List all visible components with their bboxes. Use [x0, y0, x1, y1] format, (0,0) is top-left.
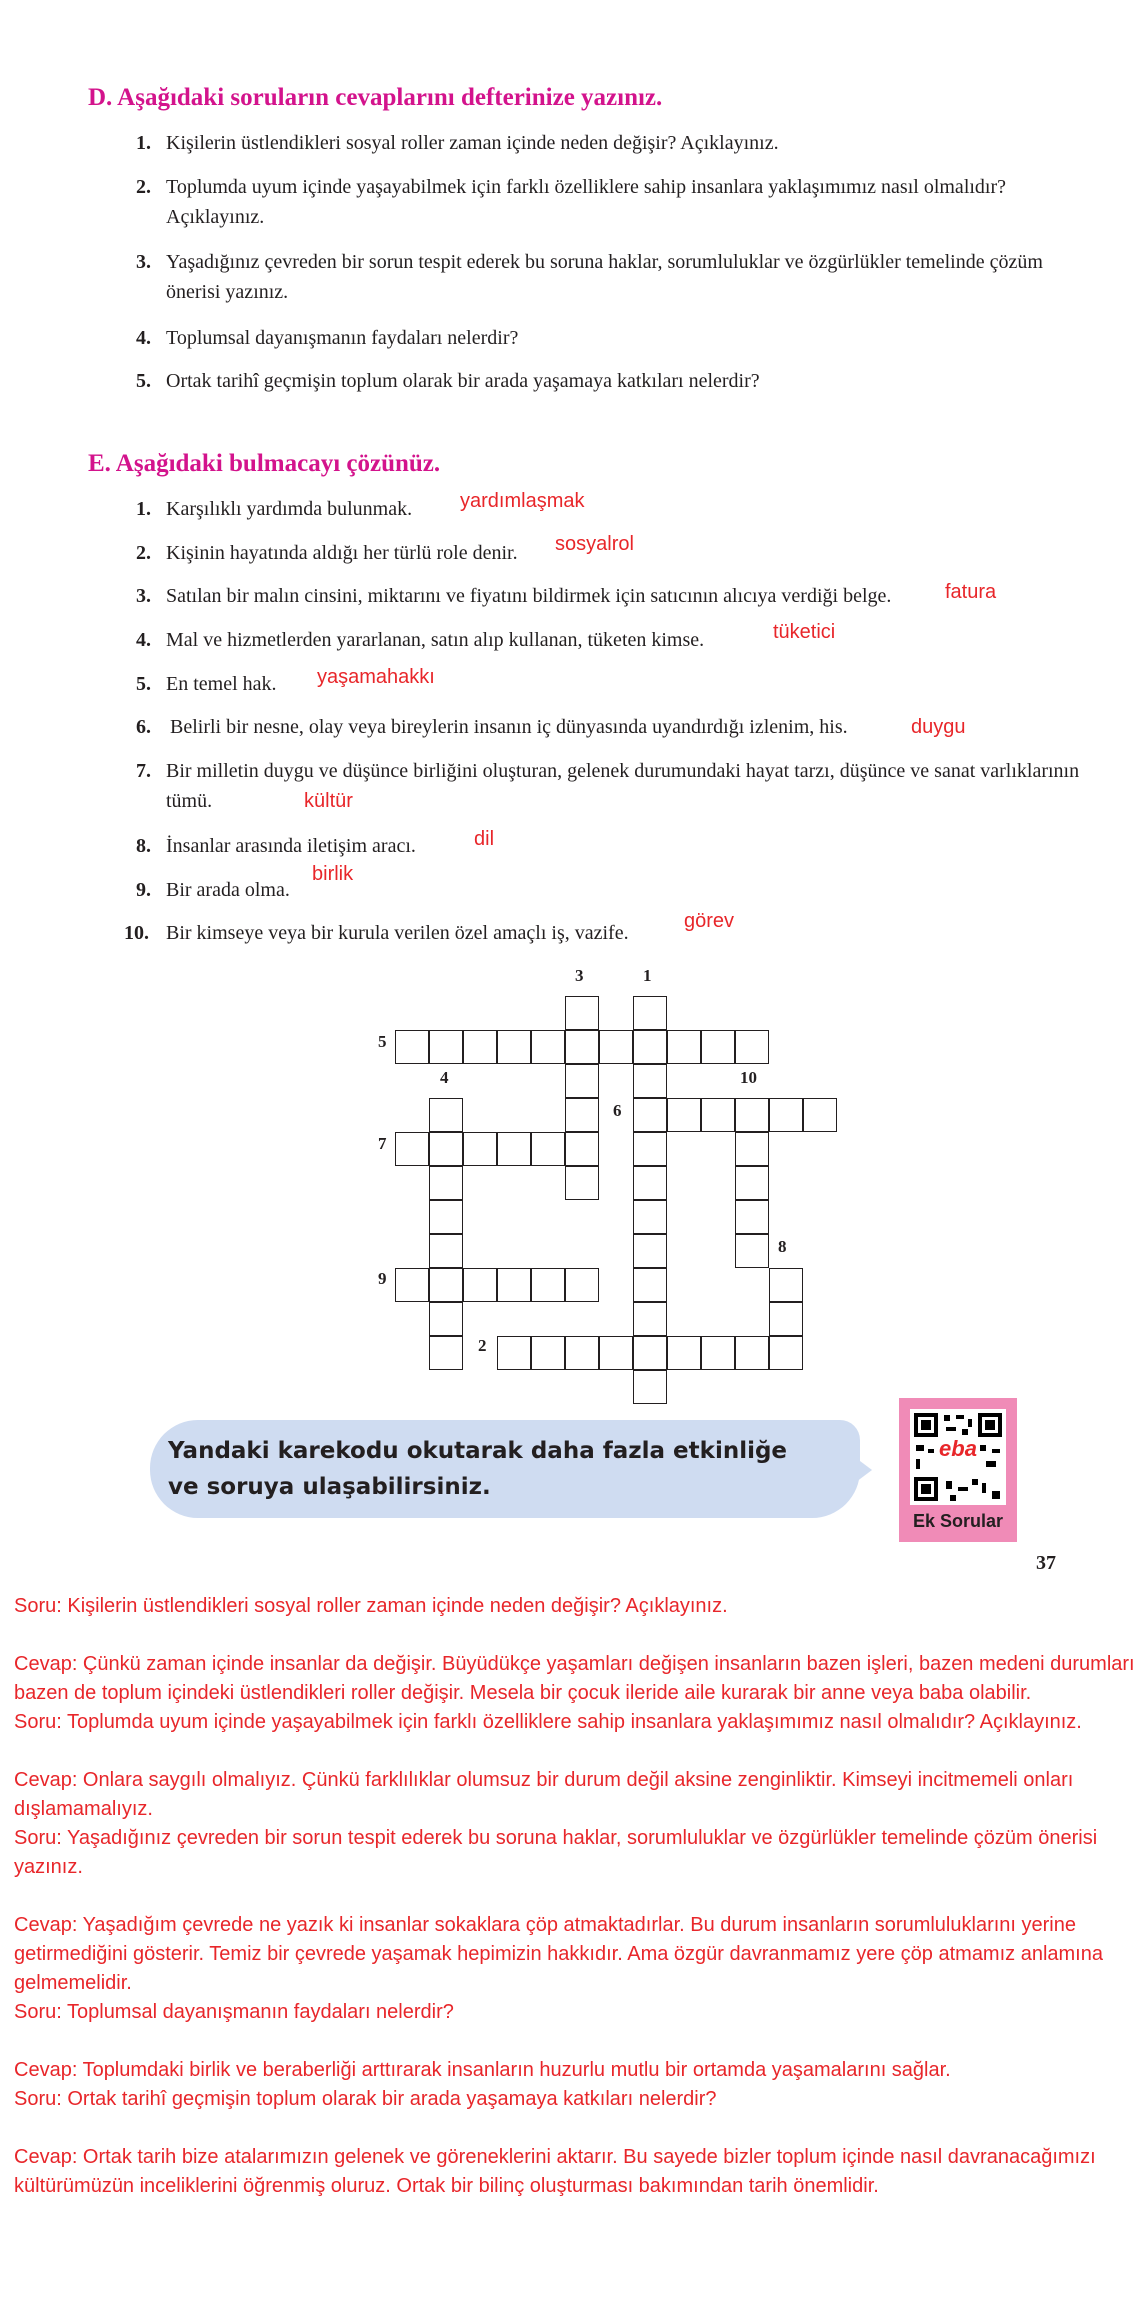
crossword-cell: [531, 1336, 565, 1370]
crossword-cell: [429, 1030, 463, 1064]
qr-logo-text: eba: [939, 1436, 977, 1461]
crossword-cell: [769, 1098, 803, 1132]
qa-question: Soru: Toplumsal dayanışmanın faydaları nelerdir?: [14, 2001, 454, 2023]
clue-answer: dil: [474, 828, 495, 850]
section-d-title: D. Aşağıdaki soruların cevaplarını defterinize yazınız.: [88, 84, 663, 111]
crossword-cell: [735, 1030, 769, 1064]
crossword-cell: [565, 1030, 599, 1064]
crossword-cell: [735, 1200, 769, 1234]
crossword-cell: [429, 1132, 463, 1166]
crossword-cell: [633, 996, 667, 1030]
crossword-label: 6: [613, 1101, 622, 1120]
crossword-label: 10: [740, 1068, 757, 1087]
crossword-cell: [769, 1302, 803, 1336]
crossword-cell: [803, 1098, 837, 1132]
question-number: 4.: [136, 327, 151, 349]
crossword-cell: [633, 1166, 667, 1200]
crossword-cell: [769, 1268, 803, 1302]
question-number: 3.: [136, 251, 151, 273]
crossword-cell: [701, 1030, 735, 1064]
clue-text: Satılan bir malın cinsini, miktarını ve fiyatını bildirmek için satıcının alıcıya verdiği belge.: [166, 585, 892, 607]
crossword-cell: [497, 1336, 531, 1370]
promo-bubble-tip: [848, 1452, 872, 1488]
question-text: Toplumsal dayanışmanın faydaları nelerdir?: [166, 327, 519, 349]
crossword-label: 5: [378, 1032, 387, 1051]
crossword-cell: [633, 1370, 667, 1404]
clue-number: 6.: [136, 716, 151, 738]
crossword-cell: [769, 1336, 803, 1370]
qa-answer: Cevap: Çünkü zaman içinde insanlar da değişir. Büyüdükçe yaşamları değişen insanların bazen işleri, bazen medeni durumları bazen de toplum içindeki üstlendikleri roller değişir. Mesela bir çocuk ileride aile kurarak bir anne veya baba olabilir.: [14, 1653, 1135, 1704]
crossword-cell: [667, 1098, 701, 1132]
clue-number: 2.: [136, 542, 151, 564]
clue-text: İnsanlar arasında iletişim aracı.: [166, 835, 416, 857]
clue-text: Mal ve hizmetlerden yararlanan, satın alıp kullanan, tüketen kimse.: [166, 629, 705, 651]
crossword-label: 1: [643, 966, 652, 985]
crossword-cell: [633, 1064, 667, 1098]
crossword-cell: [463, 1030, 497, 1064]
crossword-cell: [395, 1132, 429, 1166]
qa-answer: Cevap: Yaşadığım çevrede ne yazık ki insanlar sokaklara çöp atmaktadırlar. Bu durum insanların sorumluluklarını yerine getirmediğini gösterir. Temiz bir çevrede yaşamak hepimizin hakkıdır. Ama özgür davranmamız yere çöp atmamız anlamına gelmemelidir.: [14, 1914, 1103, 1994]
clue-number: 1.: [136, 498, 151, 520]
page-number: 37: [1036, 1552, 1056, 1574]
crossword-cell: [633, 1268, 667, 1302]
qa-list: [14, 1592, 1138, 2201]
clue-number: 9.: [136, 879, 151, 901]
crossword-cell: [497, 1030, 531, 1064]
clue-answer: duygu: [911, 716, 966, 738]
clue-number: 4.: [136, 629, 151, 651]
clue-text: Bir arada olma.: [166, 879, 290, 901]
crossword-label: 8: [778, 1237, 787, 1256]
crossword-cell: [633, 1030, 667, 1064]
crossword-cell: [701, 1098, 735, 1132]
crossword-cell: [565, 1336, 599, 1370]
crossword-cell: [531, 1030, 565, 1064]
crossword-cell: [565, 1098, 599, 1132]
crossword-cell: [565, 1268, 599, 1302]
clue-answer: görev: [684, 910, 735, 932]
crossword-cell: [633, 1098, 667, 1132]
crossword-cell: [633, 1234, 667, 1268]
clue-text: Belirli bir nesne, olay veya bireylerin insanın iç dünyasında uyandırdığı izlenim, his.: [170, 716, 848, 738]
crossword-cell: [633, 1302, 667, 1336]
promo-text: Yandaki karekodu okutarak daha fazla etkinliğe ve soruya ulaşabilirsiniz.: [168, 1438, 788, 1500]
clue-text: Kişinin hayatında aldığı her türlü role denir.: [166, 542, 518, 564]
crossword-cell: [565, 1064, 599, 1098]
question-text: Ortak tarihî geçmişin toplum olarak bir arada yaşamaya katkıları nelerdir?: [166, 370, 760, 392]
crossword-cell: [735, 1166, 769, 1200]
crossword-cell: [429, 1098, 463, 1132]
crossword-cell: [735, 1234, 769, 1268]
crossword-cell: [531, 1268, 565, 1302]
crossword-label: 3: [575, 966, 584, 985]
crossword-cell: [735, 1132, 769, 1166]
crossword-label: 9: [378, 1269, 387, 1288]
clue-number: 5.: [136, 673, 151, 695]
crossword-cell: [429, 1166, 463, 1200]
clue-answer: sosyalrol: [555, 533, 634, 555]
crossword-label: 4: [440, 1068, 449, 1087]
crossword-cell: [497, 1132, 531, 1166]
question-text: Yaşadığınız çevreden bir sorun tespit ederek bu soruna haklar, sorumluluklar ve özgürlükler temelinde çözüm önerisi yazınız.: [166, 251, 1043, 303]
crossword-cell: [429, 1336, 463, 1370]
clue-text: Karşılıklı yardımda bulunmak.: [166, 498, 413, 520]
crossword-cell: [395, 1030, 429, 1064]
crossword-cell: [667, 1030, 701, 1064]
clue-text: En temel hak.: [166, 673, 277, 695]
qa-answer: Cevap: Ortak tarih bize atalarımızın gelenek ve göreneklerini aktarır. Bu sayede bizler toplum içinde nasıl davranacağımızı kültürümüzün inceliklerini öğrenmiş oluruz. Ortak bir bilinç oluşturması bakımından tarih önemlidir.: [14, 2146, 1096, 2197]
crossword-cell: [565, 1132, 599, 1166]
question-number: 5.: [136, 370, 151, 392]
crossword-cell: [599, 1030, 633, 1064]
crossword-cell: [565, 1166, 599, 1200]
qa-answer: Cevap: Onlara saygılı olmalıyız. Çünkü farklılıklar olumsuz bir durum değil aksine zenginliktir. Kimseyi incitmemeli onları dışlamamalıyız.: [14, 1769, 1074, 1820]
crossword-cell: [633, 1200, 667, 1234]
qa-question: Soru: Toplumda uyum içinde yaşayabilmek için farklı özelliklere sahip insanlara yaklaşımımız nasıl olmalıdır? Açıklayınız.: [14, 1711, 1082, 1733]
crossword-cell: [463, 1132, 497, 1166]
question-number: 1.: [136, 132, 151, 154]
crossword-cell: [633, 1336, 667, 1370]
qa-question: Soru: Yaşadığınız çevreden bir sorun tespit ederek bu soruna haklar, sorumluluklar ve özgürlükler temelinde çözüm önerisi yazınız.: [14, 1827, 1098, 1878]
crossword-cell: [735, 1098, 769, 1132]
question-text: Toplumda uyum içinde yaşayabilmek için farklı özelliklere sahip insanlara yaklaşımımız nasıl olmalıdır? Açıklayınız.: [166, 176, 1007, 228]
clue-number: 7.: [136, 760, 151, 782]
section-e-title: E. Aşağıdaki bulmacayı çözünüz.: [88, 450, 441, 477]
crossword-label: 7: [378, 1134, 387, 1153]
crossword-cell: [429, 1234, 463, 1268]
crossword-cell: [667, 1336, 701, 1370]
qa-answer: Cevap: Toplumdaki birlik ve beraberliği arttırarak insanların huzurlu mutlu bir ortamda yaşamalarını sağlar.: [14, 2059, 951, 2081]
qa-question: Soru: Kişilerin üstlendikleri sosyal roller zaman içinde neden değişir? Açıklayınız.: [14, 1595, 728, 1617]
clue-answer: yaşamahakkı: [317, 666, 435, 688]
clue-answer: yardımlaşmak: [460, 490, 585, 512]
clue-number: 8.: [136, 835, 151, 857]
crossword-cell: [497, 1268, 531, 1302]
clue-text: Bir kimseye veya bir kurula verilen özel amaçlı iş, vazife.: [166, 922, 629, 944]
clue-text: Bir milletin duygu ve düşünce birliğini oluşturan, gelenek durumundaki hayat tarzı, düşünce ve sanat varlıklarının tümü.: [166, 760, 1080, 812]
crossword-cell: [701, 1336, 735, 1370]
clue-answer: tüketici: [773, 621, 836, 643]
clue-number: 10.: [124, 922, 149, 944]
clue-answer: fatura: [945, 581, 997, 603]
crossword-cell: [429, 1302, 463, 1336]
crossword-cell: [429, 1268, 463, 1302]
crossword-cell: [633, 1132, 667, 1166]
question-number: 2.: [136, 176, 151, 198]
question-text: Kişilerin üstlendikleri sosyal roller zaman içinde neden değişir? Açıklayınız.: [166, 132, 779, 154]
crossword-cell: [463, 1268, 497, 1302]
clue-answer: birlik: [312, 863, 354, 885]
crossword-cell: [565, 996, 599, 1030]
qa-question: Soru: Ortak tarihî geçmişin toplum olarak bir arada yaşamaya katkıları nelerdir?: [14, 2088, 717, 2110]
clue-answer: kültür: [304, 790, 353, 812]
crossword-cell: [395, 1268, 429, 1302]
crossword-label: 2: [478, 1336, 487, 1355]
crossword-cell: [429, 1200, 463, 1234]
crossword-cell: [599, 1336, 633, 1370]
crossword-cell: [531, 1132, 565, 1166]
crossword-cell: [735, 1336, 769, 1370]
clue-number: 3.: [136, 585, 151, 607]
qr-label: Ek Sorular: [912, 1511, 1004, 1531]
